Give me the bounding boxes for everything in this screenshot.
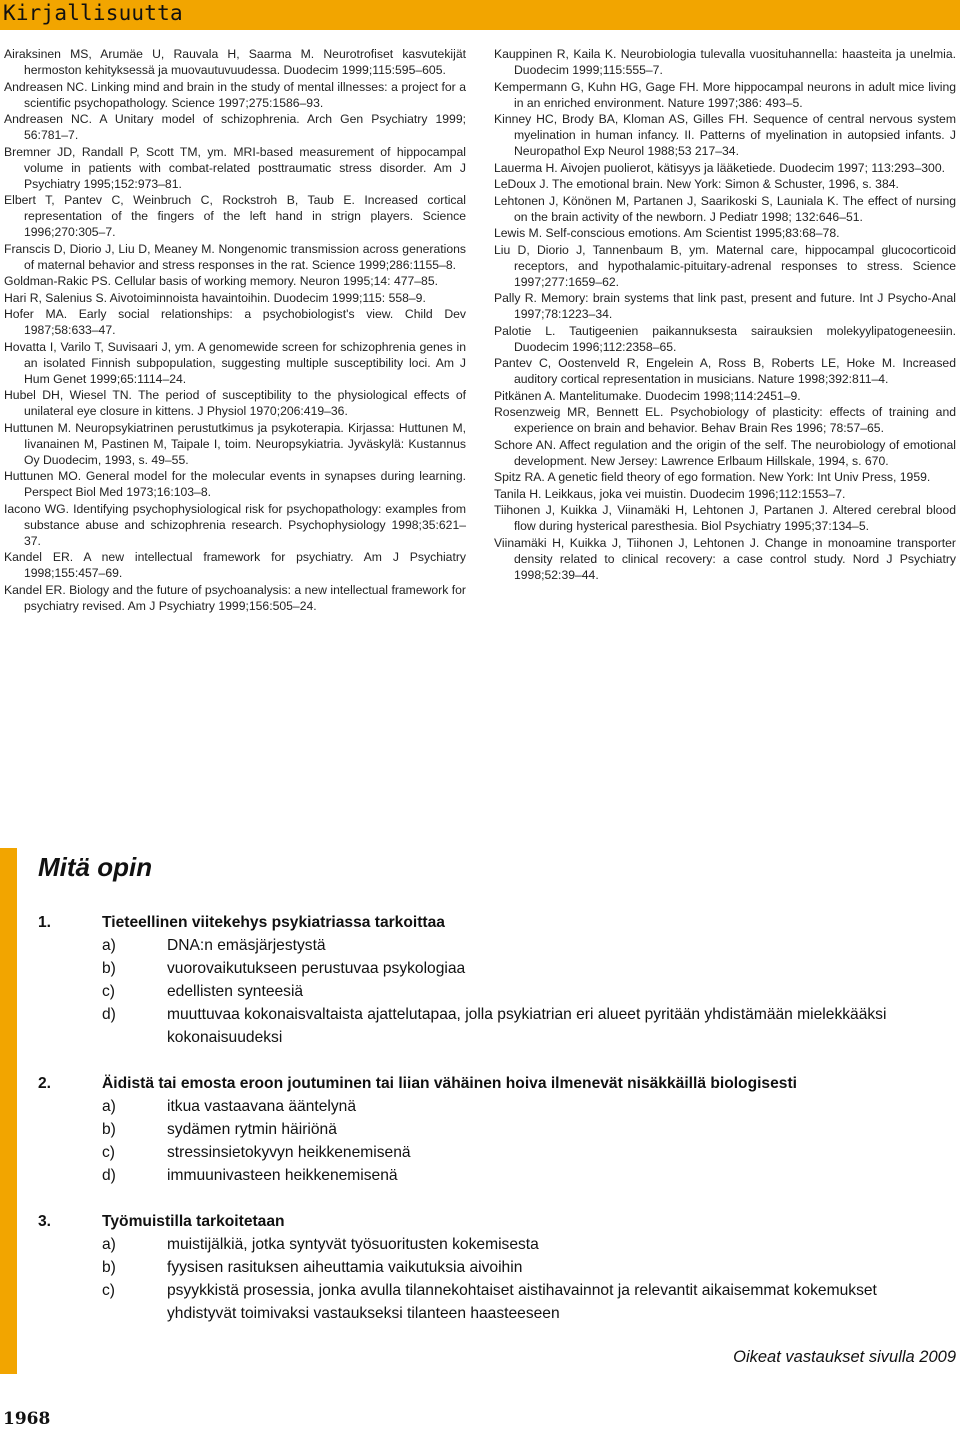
question-3 bbox=[38, 1210, 928, 1325]
answer-option bbox=[38, 934, 928, 957]
option-letter: c) bbox=[102, 1282, 115, 1299]
reference-item: Viinamäki H, Kuikka J, Tiihonen J, Lehtonen J. Change in monoamine transporter density related to clinical recovery: a case control study. Nord J Psychiatry 1998;52:39–44. bbox=[494, 535, 956, 582]
answer-option bbox=[38, 980, 928, 1003]
reference-item: Franscis D, Diorio J, Liu D, Meaney M. Nongenomic transmission across generations of maternal behavior and stress responses in the rat. Science 1999;286:1155–8. bbox=[4, 241, 466, 272]
reference-item: Spitz RA. A genetic field theory of ego formation. New York: Int Univ Press, 1959. bbox=[494, 470, 931, 484]
option-letter: c) bbox=[102, 983, 115, 1000]
reference-item: Airaksinen MS, Arumäe U, Rauvala H, Saarma M. Neurotrofiset kasvutekijät hermoston kehityksessä ja muovautuvuudessa. Duodecim 1999;115:595–605. bbox=[4, 47, 466, 77]
reference-item: Goldman-Rakic PS. Cellular basis of working memory. Neuron 1995;14: 477–85. bbox=[4, 274, 438, 288]
reference-item: Pantev C, Oostenveld R, Engelein A, Ross B, Roberts LE, Hoke M. Increased auditory cortical representation in musicians. Nature 1998;392:811–4. bbox=[494, 356, 956, 386]
answer-option bbox=[38, 1256, 928, 1279]
option-letter: a) bbox=[102, 1098, 116, 1115]
option-text: vuorovaikutukseen perustuvaa psykologiaa bbox=[167, 960, 466, 977]
question-header bbox=[38, 1210, 928, 1233]
option-text: edellisten synteesiä bbox=[167, 983, 304, 1000]
reference-item: Schore AN. Affect regulation and the origin of the self. The neurobiology of emotional development. New Jersey: Lawrence Erlbaum Hillskale, 1994, s. 670. bbox=[494, 437, 956, 468]
question-1 bbox=[38, 911, 928, 1049]
quiz-accent-bar bbox=[0, 848, 17, 1374]
reference-item: Hofer MA. Early social relationships: a psychobiologist's view. Child Dev 1987;58:633–47. bbox=[4, 307, 466, 337]
reference-item: Huttunen MO. General model for the molecular events in synapses during learning. Perspect Biol Med 1973;16:103–8. bbox=[4, 469, 466, 499]
question-text: Tieteellinen viitekehys psykiatriassa tarkoittaa bbox=[102, 914, 445, 931]
reference-item: Lauerma H. Aivojen puolierot, kätisyys ja lääketiede. Duodecim 1997; 113:293–300. bbox=[494, 160, 945, 175]
reference-item: Hari R, Salenius S. Aivotoiminnoista havaintoihin. Duodecim 1999;115: 558–9. bbox=[4, 290, 426, 305]
reference-item: Kempermann G, Kuhn HG, Gage FH. More hippocampal neurons in adult mice living in an enriched environment. Nature 1997;386: 493–5. bbox=[494, 79, 956, 110]
option-letter: c) bbox=[102, 1144, 115, 1161]
answer-option bbox=[38, 1095, 928, 1118]
reference-item: Hubel DH, Wiesel TN. The period of susceptibility to the physiological effects of unilateral eye closure in kittens. J Physiol 1970;206:419–36. bbox=[4, 388, 466, 418]
option-text: immuunivasteen heikkenemisenä bbox=[167, 1167, 398, 1184]
option-text: DNA:n emäsjärjestystä bbox=[167, 937, 326, 954]
quiz-section bbox=[38, 911, 928, 1348]
answer-option bbox=[38, 1141, 928, 1164]
reference-item: Lehtonen J, Könönen M, Partanen J, Saarikoski S, Launiala K. The effect of nursing on the brain activity of the newborn. J Pediatr 1998; 132:646–51. bbox=[494, 193, 956, 224]
quiz-title: Mitä opin bbox=[38, 852, 153, 882]
option-text: fyysisen rasituksen aiheuttamia vaikutuksia aivoihin bbox=[167, 1259, 523, 1276]
reference-item: LeDoux J. The emotional brain. New York: Simon & Schuster, 1996, s. 384. bbox=[494, 177, 899, 191]
question-header bbox=[38, 911, 928, 934]
answer-option bbox=[38, 1233, 928, 1256]
reference-item: Bremner JD, Randall P, Scott TM, ym. MRI-based measurement of hippocampal volume in patients with combat-related posttraumatic stress disorder. Am J Psychiatry 1995;152:973–81. bbox=[4, 144, 466, 191]
reference-item: Tanila H. Leikkaus, joka vei muistin. Duodecim 1996;112:1553–7. bbox=[494, 486, 846, 501]
reference-item: Palotie L. Tautigeenien paikannuksesta sairauksien molekyylipatogeneesiin. Duodecim 1996;112:2358–65. bbox=[494, 323, 956, 354]
answer-option bbox=[38, 1118, 928, 1141]
option-text: muuttuvaa kokonaisvaltaista ajattelutapaa, jolla psykiatrian eri alueet pyritään yhdistämään mielekkääksi kokonaisuudeksi bbox=[167, 1006, 887, 1046]
option-letter: a) bbox=[102, 937, 116, 954]
reference-item: Kauppinen R, Kaila K. Neurobiologia tulevalla vuosituhannella: haasteita ja unelmia. Duodecim 1999;115:555–7. bbox=[494, 47, 956, 77]
question-text: Äidistä tai emosta eroon joutuminen tai liian vähäinen hoiva ilmenevät nisäkkäillä biologisesti bbox=[102, 1075, 797, 1092]
references-left-column bbox=[4, 46, 466, 614]
question-number: 2. bbox=[38, 1075, 52, 1092]
reference-item: Elbert T, Pantev C, Weinbruch C, Rockstroh B, Taub E. Increased cortical representation of the fingers of the left hand in strign players. Science 1996;270:305–7. bbox=[4, 193, 466, 239]
reference-item: Tiihonen J, Kuikka J, Viinamäki H, Lehtonen J, Partanen J. Altered cerebral blood flow during hysterical paresthesia. Biol Psychiatry 1995;37:134–5. bbox=[494, 503, 956, 533]
answer-option bbox=[38, 1164, 928, 1187]
option-text: itkua vastaavana ääntelynä bbox=[167, 1098, 356, 1115]
option-text: psyykkistä prosessia, jonka avulla tilannekohtaiset aistihavainnot ja relevantit aikaisemmat kokemukset yhdistyvät toimivaksi vastaukseksi tilanteen haasteeseen bbox=[167, 1282, 877, 1322]
reference-item: Rosenzweig MR, Bennett EL. Psychobiology of plasticity: effects of training and experience on brain and behavior. Behav Brain Res 1996; 78:57–65. bbox=[494, 405, 956, 435]
question-2 bbox=[38, 1072, 928, 1187]
reference-item: Huttunen M. Neuropsykiatrinen perustutkimus ja psykoterapia. Kirjassa: Huttunen M, Iivanainen M, Pastinen M, Taipale I, toim. Neuropsykiatria. Jyväskylä: Kustannus Oy Duodecim, 1993, s. 49–55. bbox=[4, 420, 466, 467]
option-letter: b) bbox=[102, 1259, 116, 1276]
reference-item: Kandel ER. Biology and the future of psychoanalysis: a new intellectual framework for psychiatry revised. Am J Psychiatry 1999;156:505–24. bbox=[4, 582, 466, 613]
reference-item: Kinney HC, Brody BA, Kloman AS, Gilles FH. Sequence of central nervous system myelination in human infancy. II. Patterns of myelination in autopsied infants. J Neuropathol Exp Neurol 1988;53 217–34. bbox=[494, 112, 956, 158]
reference-item: Hovatta I, Varilo T, Suvisaari J, ym. A genomewide screen for schizophrenia genes in an isolated Finnish subpopulation, suggesting multiple susceptibility loci. Am J Hum Genet 1999;65:1114–24. bbox=[4, 339, 466, 386]
answer-option bbox=[38, 1279, 928, 1325]
answer-option bbox=[38, 1003, 928, 1049]
question-number: 3. bbox=[38, 1213, 52, 1230]
option-text: stressinsietokyvyn heikkenemisenä bbox=[167, 1144, 411, 1161]
option-letter: d) bbox=[102, 1167, 116, 1184]
reference-item: Iacono WG. Identifying psychophysiological risk for psychopathology: examples from substance abuse and schizophrenia research. Psychophysiology 1998;35:621–37. bbox=[4, 501, 466, 548]
reference-item: Andreasen NC. A Unitary model of schizophrenia. Arch Gen Psychiatry 1999; 56:781–7. bbox=[4, 112, 466, 142]
reference-item: Andreasen NC. Linking mind and brain in the study of mental illnesses: a project for a scientific psychopathology. Science 1997;275:1586–93. bbox=[4, 79, 466, 110]
reference-item: Lewis M. Self-conscious emotions. Am Scientist 1995;83:68–78. bbox=[494, 226, 840, 240]
option-letter: d) bbox=[102, 1006, 116, 1023]
option-letter: b) bbox=[102, 960, 116, 977]
answer-option bbox=[38, 957, 928, 980]
page-number: 1968 bbox=[3, 1409, 51, 1429]
reference-item: Pitkänen A. Mantelitumake. Duodecim 1998;114:2451–9. bbox=[494, 388, 801, 403]
option-letter: b) bbox=[102, 1121, 116, 1138]
answers-note: Oikeat vastaukset sivulla 2009 bbox=[733, 1348, 956, 1366]
option-letter: a) bbox=[102, 1236, 116, 1253]
reference-item: Kandel ER. A new intellectual framework for psychiatry. Am J Psychiatry 1998;155:457–69. bbox=[4, 550, 466, 580]
page-title: Kirjallisuutta bbox=[3, 1, 183, 25]
reference-item: Pally R. Memory: brain systems that link past, present and future. Int J Psycho-Anal 1997;78:1223–34. bbox=[494, 291, 956, 321]
question-text: Työmuistilla tarkoitetaan bbox=[102, 1213, 285, 1230]
question-header bbox=[38, 1072, 928, 1095]
reference-item: Liu D, Diorio J, Tannenbaum B, ym. Maternal care, hippocampal glucocorticoid receptors, and hypothalamic-pituitary-adrenal responses to stress. Science 1997;277:1659–62. bbox=[494, 242, 956, 289]
option-text: muistijälkiä, jotka syntyvät työsuoritusten kokemisesta bbox=[167, 1236, 539, 1253]
option-text: sydämen rytmin häiriönä bbox=[167, 1121, 337, 1138]
question-number: 1. bbox=[38, 914, 52, 931]
references-right-column bbox=[494, 46, 956, 583]
